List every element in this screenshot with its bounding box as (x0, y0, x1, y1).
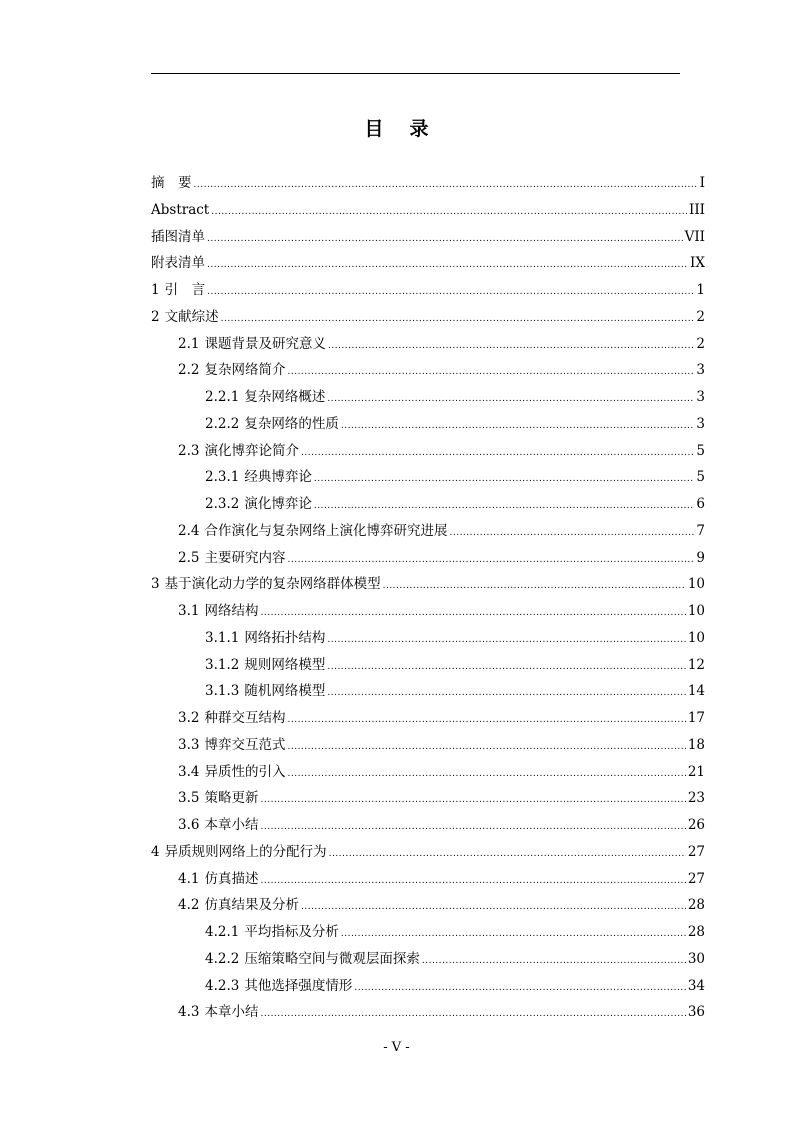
toc-entry-number: 1 (151, 282, 160, 298)
toc-entry-number: 3.1 (178, 603, 200, 619)
dot-leader (207, 279, 694, 306)
toc-entry[interactable] (151, 598, 705, 625)
toc-entry[interactable] (151, 999, 705, 1026)
toc-entry[interactable] (151, 759, 705, 786)
toc-entry-label: 合作演化与复杂网络上演化博弈研究进展 (204, 522, 448, 539)
toc-entry-number: 2.3.1 (205, 469, 240, 486)
toc-entry[interactable] (151, 197, 705, 224)
toc-entry[interactable] (151, 839, 705, 866)
toc-entry[interactable] (151, 946, 705, 973)
toc-entry[interactable] (151, 224, 705, 251)
toc-entry-number: 3.1.2 (205, 656, 240, 673)
dot-leader (301, 440, 694, 467)
dot-leader (327, 386, 694, 413)
toc-entry[interactable] (151, 732, 705, 759)
dot-leader (327, 627, 685, 654)
toc-entry-label: 插图清单 (151, 228, 205, 245)
toc-entry-label: 本章小结 (204, 817, 259, 833)
toc-entry-number: 2.3 (178, 442, 200, 459)
toc-entry-label: 复杂网络的性质 (244, 415, 339, 432)
toc-entry-number: 3.5 (178, 790, 200, 807)
toc-entry-page: 3 (696, 415, 705, 432)
toc-entry-page: 5 (696, 442, 705, 459)
dot-leader (260, 814, 685, 841)
toc-entry-page: I (699, 175, 705, 191)
toc-entry-page: 34 (687, 977, 705, 994)
toc-entry-page: 2 (696, 308, 705, 325)
toc-entry-number: 4.2.2 (205, 950, 240, 967)
toc-entry[interactable] (151, 331, 705, 358)
toc-entry-page: 3 (696, 389, 705, 405)
toc-entry[interactable] (151, 277, 705, 304)
dot-leader (354, 975, 685, 1002)
toc-entry-label: 随机网络模型 (244, 683, 326, 700)
toc-entry-label: 课题背景及研究意义 (204, 335, 326, 352)
toc-entry-page: 9 (696, 549, 705, 566)
toc-entry-page: 6 (696, 496, 705, 512)
dot-leader (341, 413, 695, 440)
toc-entry[interactable] (151, 170, 705, 197)
dot-leader (329, 841, 686, 868)
toc-entry[interactable] (151, 411, 705, 438)
toc-entry-label: 摘 要 (151, 175, 192, 191)
table-of-contents (151, 170, 705, 1026)
toc-entry[interactable] (151, 705, 705, 732)
toc-entry[interactable] (151, 304, 705, 331)
toc-entry-page: IX (690, 255, 705, 272)
toc-entry[interactable] (151, 464, 705, 491)
dot-leader (260, 868, 685, 895)
toc-entry[interactable] (151, 545, 705, 572)
toc-entry[interactable] (151, 518, 705, 545)
toc-entry-page: 30 (687, 950, 705, 967)
toc-entry-label: 引 言 (164, 282, 206, 298)
toc-entry-number: 3 (151, 576, 160, 593)
toc-entry-number: 4 (151, 843, 160, 860)
toc-entry-page: 23 (687, 790, 705, 807)
toc-entry-page: 7 (696, 522, 705, 539)
dot-leader (287, 734, 685, 761)
toc-entry-label: 规则网络模型 (244, 656, 326, 673)
toc-entry-number: 2.5 (178, 549, 200, 566)
toc-entry-label: 压缩策略空间与微观层面探索 (244, 950, 420, 967)
header-rule (151, 73, 680, 74)
dot-leader (327, 654, 685, 681)
toc-entry-page: 14 (687, 683, 705, 700)
toc-entry-label: 策略更新 (204, 790, 259, 807)
dot-leader (327, 680, 685, 707)
toc-entry-page: 27 (687, 843, 705, 860)
dot-leader (287, 707, 685, 734)
toc-entry[interactable] (151, 625, 705, 652)
toc-entry-label: 平均指标及分析 (244, 924, 339, 940)
toc-entry[interactable] (151, 250, 705, 277)
toc-entry-number: 4.2 (178, 897, 200, 914)
dot-leader (260, 787, 685, 814)
toc-entry-number: 2.3.2 (205, 496, 240, 512)
toc-entry-page: VII (684, 228, 705, 245)
toc-entry-page: 1 (696, 282, 705, 298)
toc-entry-page: 28 (687, 924, 705, 940)
toc-entry-number: 2.2.1 (205, 389, 240, 405)
toc-entry-label: 种群交互结构 (204, 710, 286, 726)
toc-entry-page: 26 (687, 817, 705, 833)
toc-entry-number: 3.6 (178, 817, 200, 833)
toc-entry[interactable] (151, 357, 705, 384)
toc-entry[interactable] (151, 678, 705, 705)
toc-entry-number: 3.1.1 (205, 629, 240, 646)
toc-entry-page: 28 (687, 897, 705, 914)
toc-entry[interactable] (151, 785, 705, 812)
toc-entry-number: 2.4 (178, 522, 200, 539)
dot-leader (194, 172, 698, 199)
toc-entry[interactable] (151, 973, 705, 1000)
toc-entry[interactable] (151, 438, 705, 465)
toc-entry-page: 27 (687, 870, 705, 887)
toc-entry-page: 10 (687, 576, 705, 593)
toc-entry[interactable] (151, 491, 705, 518)
toc-entry-number: 3.4 (178, 763, 200, 780)
toc-entry-label: 其他选择强度情形 (244, 977, 353, 994)
toc-entry-label: 演化博弈论简介 (204, 442, 299, 459)
toc-entry-page: 5 (696, 469, 705, 486)
toc-entry-number: 4.2.1 (205, 924, 240, 940)
toc-entry[interactable] (151, 384, 705, 411)
dot-leader (260, 600, 685, 627)
toc-entry-label: 附表清单 (151, 255, 205, 272)
toc-entry-page: 2 (696, 335, 705, 352)
toc-entry-label: Abstract (151, 201, 210, 218)
toc-entry-number: 3.3 (178, 736, 200, 753)
toc-entry-label: 博弈交互范式 (204, 736, 286, 753)
toc-entry-label: 演化博弈论 (244, 496, 312, 512)
toc-entry-number: 2 (151, 308, 160, 325)
dot-leader (207, 252, 688, 279)
dot-leader (341, 921, 686, 948)
toc-entry-label: 主要研究内容 (204, 549, 286, 566)
toc-entry-page: 36 (687, 1004, 705, 1021)
dot-leader (328, 333, 694, 360)
toc-entry-number: 4.2.3 (205, 977, 240, 994)
toc-entry-number: 2.2 (178, 362, 200, 379)
toc-entry-label: 经典博弈论 (244, 469, 312, 486)
dot-leader (383, 573, 686, 600)
toc-entry-label: 基于演化动力学的复杂网络群体模型 (164, 576, 381, 593)
toc-entry-page: III (689, 201, 705, 218)
dot-leader (211, 199, 687, 226)
toc-entry-label: 网络结构 (204, 603, 259, 619)
dot-leader (314, 493, 695, 520)
toc-entry-label: 仿真描述 (204, 870, 259, 887)
toc-entry-page: 10 (687, 603, 705, 619)
dot-leader (260, 1001, 685, 1028)
toc-entry-label: 异质性的引入 (204, 763, 286, 780)
toc-entry[interactable] (151, 866, 705, 893)
dot-leader (314, 466, 695, 493)
page-title: 目录 (364, 118, 455, 140)
toc-entry-page: 10 (687, 629, 705, 646)
toc-entry-label: 网络拓扑结构 (244, 629, 326, 646)
dot-leader (207, 226, 683, 253)
toc-entry-number: 2.1 (178, 335, 200, 352)
toc-entry-label: 仿真结果及分析 (204, 897, 299, 914)
dot-leader (449, 520, 694, 547)
toc-entry-number: 2.2.2 (205, 415, 240, 432)
toc-entry-number: 4.1 (178, 870, 200, 887)
toc-entry-label: 复杂网络概述 (244, 389, 326, 405)
dot-leader (287, 359, 694, 386)
toc-entry-label: 本章小结 (204, 1004, 259, 1021)
toc-entry[interactable] (151, 812, 705, 839)
toc-entry[interactable] (151, 892, 705, 919)
toc-entry-label: 复杂网络简介 (204, 362, 286, 379)
toc-entry-label: 文献综述 (164, 308, 219, 325)
toc-entry[interactable] (151, 571, 705, 598)
toc-entry-page: 17 (687, 710, 705, 726)
toc-entry-page: 12 (687, 656, 705, 673)
toc-entry-page: 3 (696, 362, 705, 379)
toc-entry-page: 18 (687, 736, 705, 753)
dot-leader (422, 948, 686, 975)
toc-entry[interactable] (151, 652, 705, 679)
toc-entry-number: 3.2 (178, 710, 200, 726)
dot-leader (221, 306, 695, 333)
toc-entry-number: 4.3 (178, 1004, 200, 1021)
toc-entry-label: 异质规则网络上的分配行为 (164, 843, 327, 860)
page-number-footer: - V - (383, 1040, 410, 1055)
dot-leader (301, 894, 686, 921)
dot-leader (287, 761, 685, 788)
toc-entry[interactable] (151, 919, 705, 946)
toc-entry-page: 21 (687, 763, 705, 780)
toc-entry-number: 3.1.3 (205, 683, 240, 700)
dot-leader (287, 547, 694, 574)
